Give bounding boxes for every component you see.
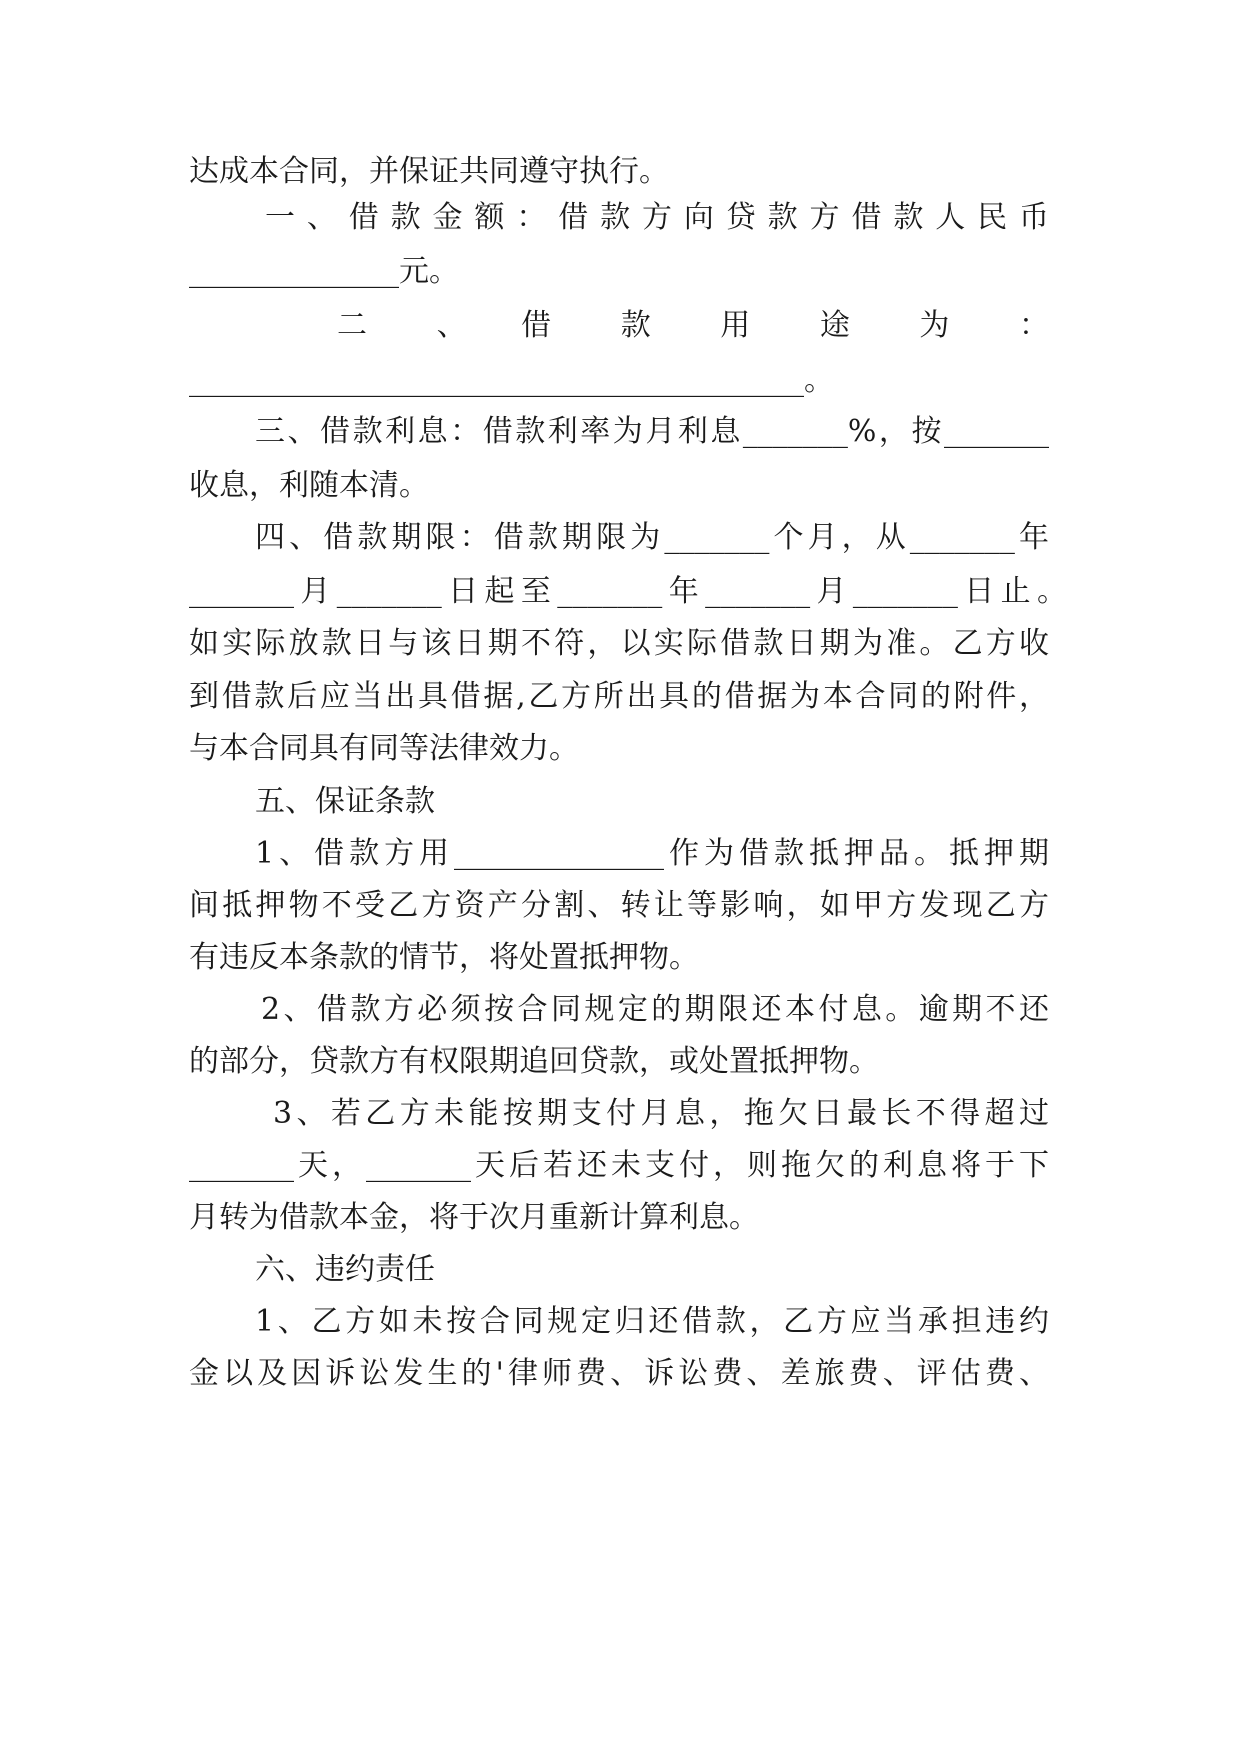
clause-6-1-line-1: 1、乙方如未按合同规定归还借款，乙方应当承担违约 (255, 1304, 1049, 1339)
clause-5-3-line-3: 月转为借款本金，将于次月重新计算利息。 (189, 1200, 759, 1235)
clause-5-3-line-1: 3、若乙方未能按期支付月息，拖欠日最长不得超过 (273, 1096, 1049, 1131)
clause-5-3-line-2: _______天，_______天后若还未支付，则拖欠的利息将于下 (189, 1148, 1049, 1183)
clause-5-2-line-1: 2、借款方必须按合同规定的期限还本付息。逾期不还 (261, 992, 1049, 1027)
section-5-heading: 五、保证条款 (255, 784, 435, 819)
clause-2-line-2: _________________________________________。 (189, 363, 834, 398)
clause-6-1-line-2: 金以及因诉讼发生的'律师费、诉讼费、差旅费、评估费、 (189, 1356, 1049, 1391)
clause-5-2-line-2: 的部分，贷款方有权限期追回贷款，或处置抵押物。 (189, 1044, 879, 1079)
clause-5-1-line-3: 有违反本条款的情节，将处置抵押物。 (189, 940, 699, 975)
clause-4-line-5: 与本合同具有同等法律效力。 (189, 731, 579, 766)
clause-1-line-1: 一、借款金额：借款方向贷款方借款人民币 (265, 200, 1049, 235)
clause-4-line-3: 如实际放款日与该日期不符，以实际借款日期为准。乙方收 (189, 626, 1049, 661)
clause-2-line-1: 二 、 借 款 用 途 为 ： (337, 308, 1049, 343)
clause-5-1-line-1: 1、借款方用______________作为借款抵押品。抵押期 (255, 836, 1049, 871)
clause-3-line-1: 三、借款利息：借款利率为月利息_______%，按_______ (255, 414, 1049, 449)
text-line-1: 达成本合同，并保证共同遵守执行。 (189, 154, 669, 189)
section-6-heading: 六、违约责任 (255, 1252, 435, 1287)
clause-4-line-4: 到借款后应当出具借据,乙方所出具的借据为本合同的附件， (189, 679, 1049, 714)
clause-1-line-2: ______________元。 (189, 254, 459, 289)
clause-4-line-2: _______月_______日起至_______年_______月_______日止。 (189, 574, 1067, 609)
clause-4-line-1: 四、借款期限：借款期限为_______个月，从_______年 (255, 520, 1049, 555)
clause-5-1-line-2: 间抵押物不受乙方资产分割、转让等影响，如甲方发现乙方 (189, 888, 1049, 923)
clause-3-line-2: 收息，利随本清。 (189, 468, 429, 503)
